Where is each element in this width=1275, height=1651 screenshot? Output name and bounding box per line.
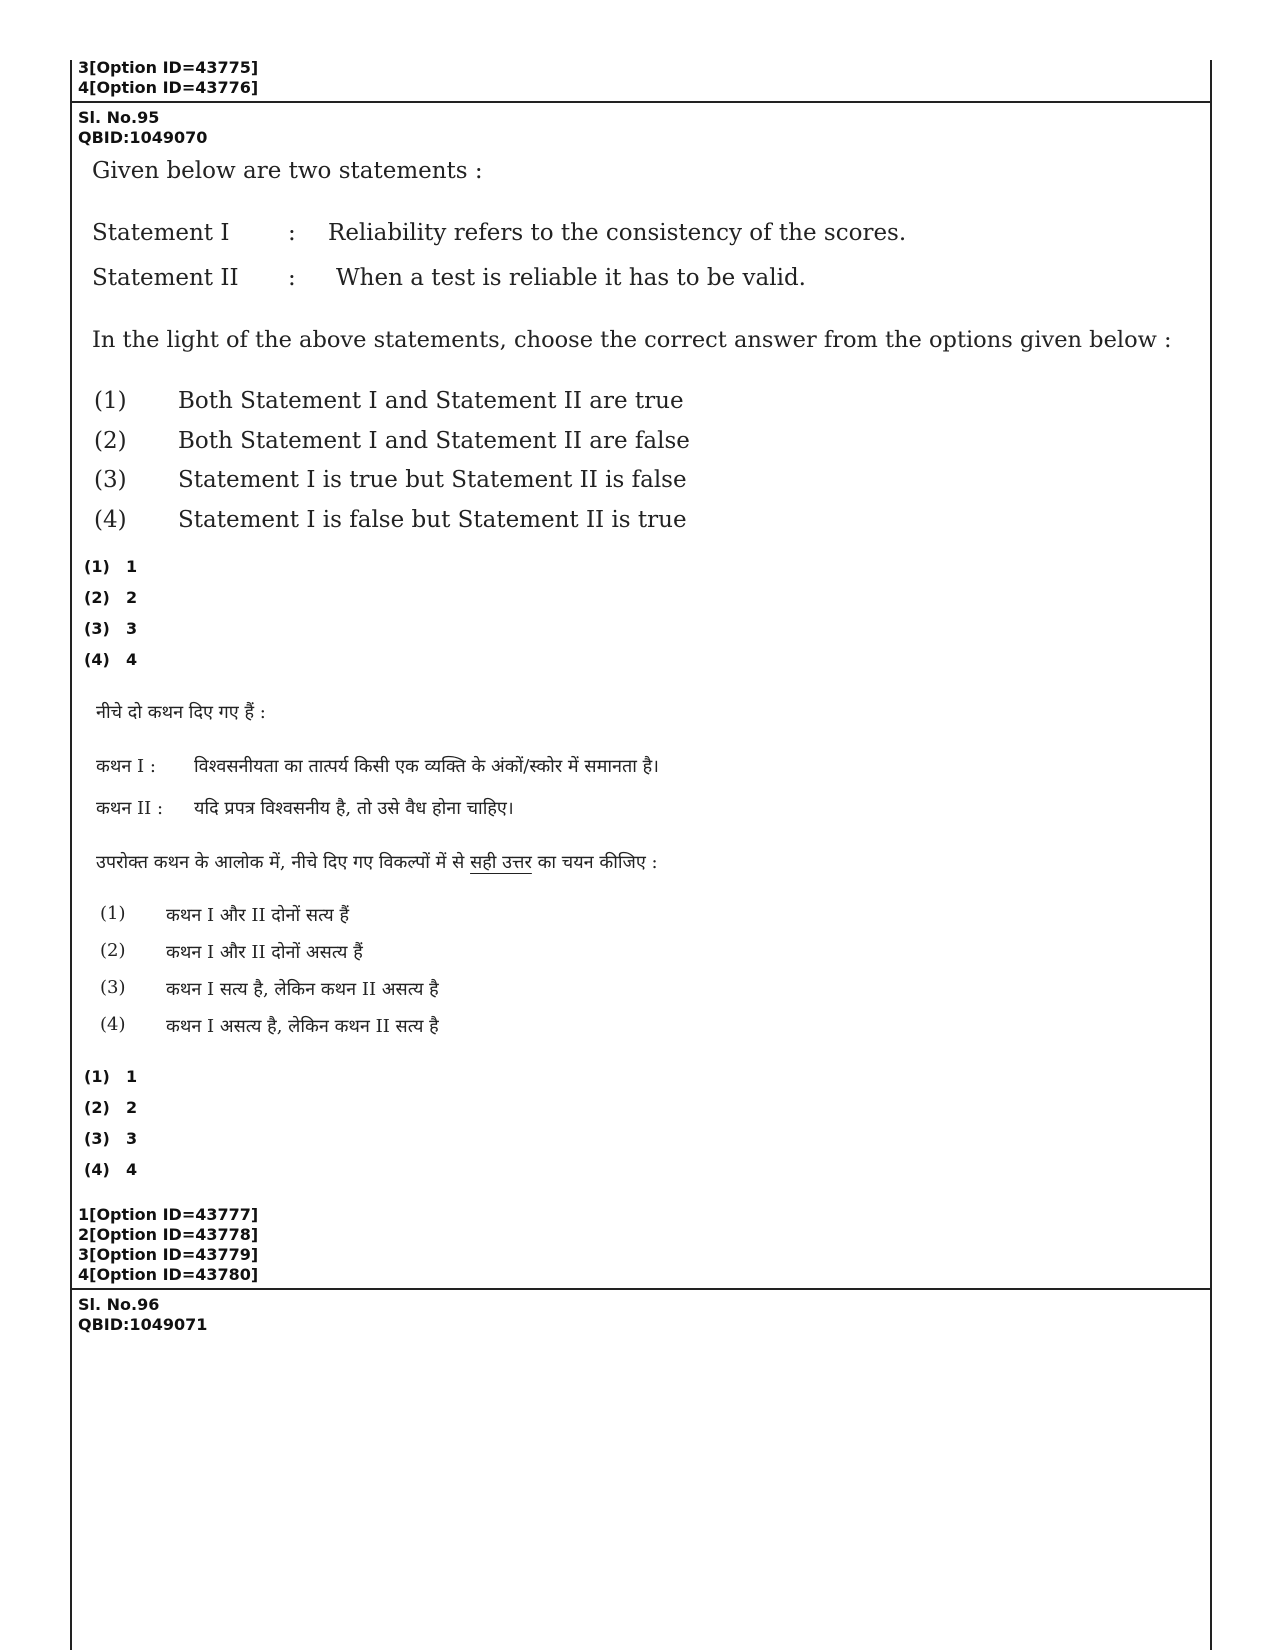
- option-number: (2): [94, 428, 127, 454]
- question-intro: Given below are two statements :: [92, 158, 483, 184]
- option-id: 4[Option ID=43780]: [78, 1265, 259, 1284]
- answer-choice: (1) 1: [84, 557, 138, 576]
- question-bank-id: QBID:1049070: [78, 128, 208, 147]
- hindi-statement-2-text: यदि प्रपत्र विश्वसनीय है, तो उसे वैध होना चाहिए।: [194, 798, 514, 819]
- option-text: Statement I is false but Statement II is true: [178, 507, 687, 533]
- option-number: (4): [100, 1014, 126, 1035]
- question-bank-id: QBID:1049071: [78, 1315, 208, 1334]
- answer-choice: (2) 2: [84, 1098, 138, 1117]
- option-number: (3): [94, 467, 127, 493]
- question-instruction: In the light of the above statements, choose the correct answer from the options given below :: [92, 327, 1172, 353]
- option-text: Statement I is true but Statement II is false: [178, 467, 687, 493]
- hindi-question-instruction: उपरोक्त कथन के आलोक में, नीचे दिए गए विकल्पों में से सही उत्तर का चयन कीजिए :: [96, 852, 658, 873]
- option-text: Both Statement I and Statement II are false: [178, 428, 690, 454]
- answer-choice: (2) 2: [84, 588, 138, 607]
- option-id: 2[Option ID=43778]: [78, 1225, 259, 1244]
- option-text: कथन I सत्य है, लेकिन कथन II असत्य है: [166, 979, 439, 1000]
- serial-number: Sl. No.95: [78, 108, 160, 127]
- hindi-correct-answer-emphasis: सही उत्तर: [470, 852, 532, 873]
- option-number: (3): [100, 977, 126, 998]
- statement-2-text: When a test is reliable it has to be valid.: [336, 265, 806, 291]
- statement-2-separator: :: [288, 265, 296, 291]
- option-number: (1): [100, 903, 126, 924]
- hindi-statement-1-text: विश्वसनीयता का तात्पर्य किसी एक व्यक्ति के अंकों/स्कोर में समानता है।: [194, 756, 660, 777]
- option-text: कथन I और II दोनों सत्य हैं: [166, 905, 350, 926]
- answer-choice: (4) 4: [84, 650, 138, 669]
- option-text: कथन I असत्य है, लेकिन कथन II सत्य है: [166, 1016, 439, 1037]
- answer-choice: (3) 3: [84, 1129, 138, 1148]
- serial-number: Sl. No.96: [78, 1295, 160, 1314]
- answer-choice: (4) 4: [84, 1160, 138, 1179]
- answer-choice: (1) 1: [84, 1067, 138, 1086]
- top-option-id-4: 4[Option ID=43776]: [78, 78, 259, 97]
- option-id: 3[Option ID=43779]: [78, 1245, 259, 1264]
- option-text: कथन I और II दोनों असत्य हैं: [166, 942, 363, 963]
- top-option-id-3: 3[Option ID=43775]: [78, 58, 259, 77]
- answer-choice: (3) 3: [84, 619, 138, 638]
- option-number: (2): [100, 940, 126, 961]
- divider: [70, 1288, 1212, 1290]
- divider: [70, 101, 1212, 103]
- hindi-question-intro: नीचे दो कथन दिए गए हैं :: [96, 702, 266, 723]
- option-id: 1[Option ID=43777]: [78, 1205, 259, 1224]
- hindi-statement-1-label: कथन I :: [96, 756, 156, 777]
- hindi-statement-2-label: कथन II :: [96, 798, 164, 819]
- option-text: Both Statement I and Statement II are true: [178, 388, 684, 414]
- option-number: (1): [94, 388, 127, 414]
- option-number: (4): [94, 507, 127, 533]
- statement-2-label: Statement II: [92, 265, 239, 291]
- statement-1-label: Statement I: [92, 220, 230, 246]
- statement-1-separator: :: [288, 220, 296, 246]
- statement-1-text: Reliability refers to the consistency of the scores.: [328, 220, 907, 246]
